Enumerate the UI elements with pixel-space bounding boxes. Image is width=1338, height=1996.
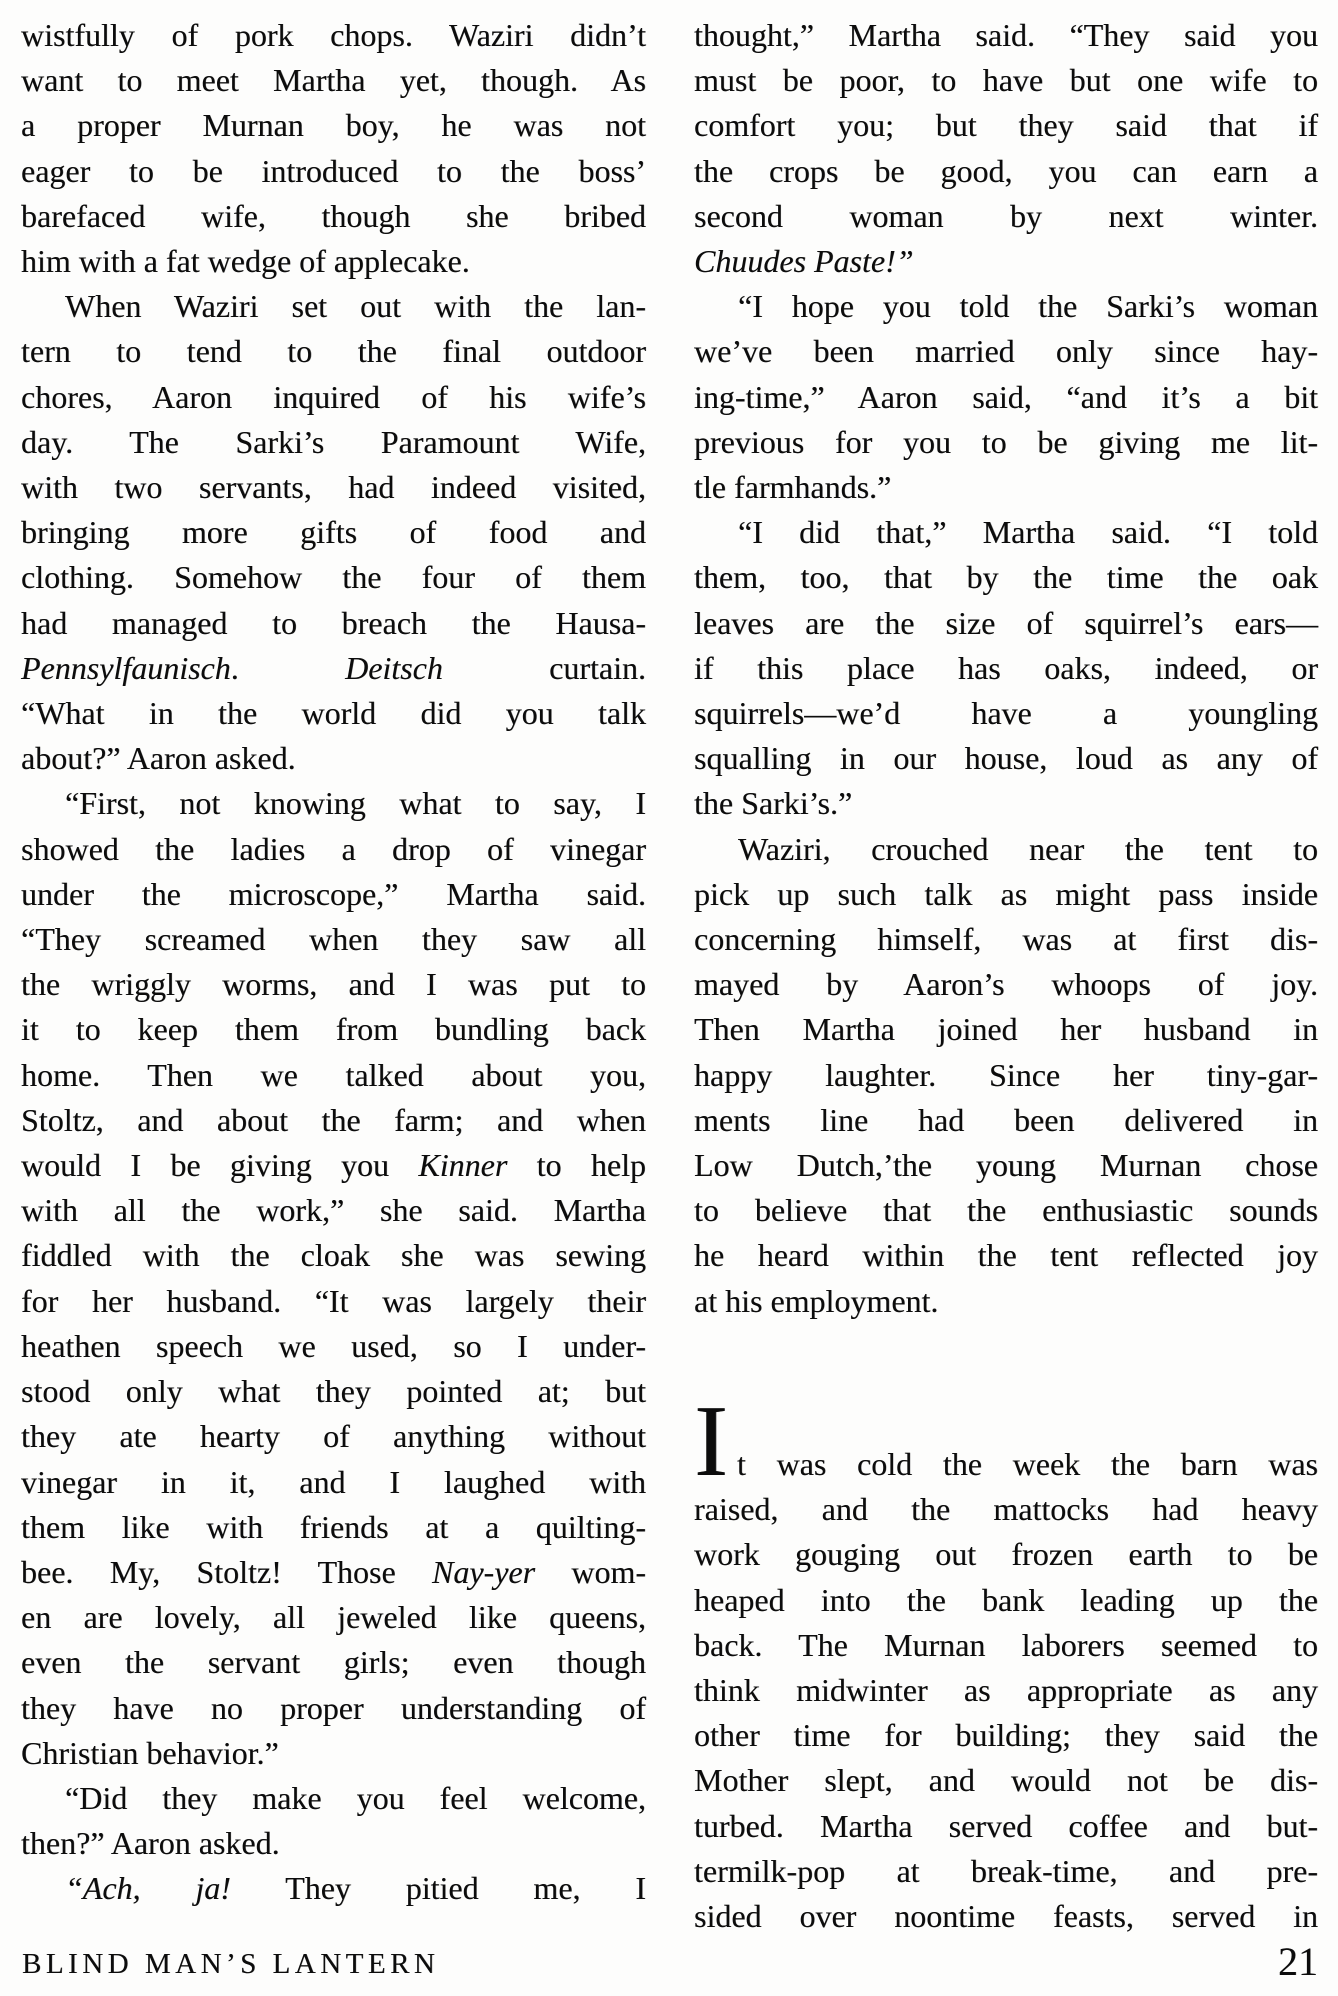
text-line: must be poor, to have but one wife to	[694, 62, 1318, 99]
text-line: about?” Aaron asked.	[21, 740, 296, 777]
text-line: it to keep them from bundling back	[21, 1011, 646, 1048]
text-line: a proper Murnan boy, he was not	[21, 107, 646, 144]
text-line: It was cold the week the barn was	[694, 1384, 1318, 1498]
text-line: mayed by Aaron’s whoops of joy.	[694, 966, 1318, 1003]
text-line: Mother slept, and would not be dis-	[694, 1762, 1318, 1799]
text-line: he heard within the tent reflected joy	[694, 1237, 1318, 1274]
text-line: pick up such talk as might pass inside	[694, 875, 1318, 912]
text-line: other time for building; they said the	[694, 1717, 1318, 1754]
text-line: we’ve been married only since hay-	[694, 333, 1318, 370]
text-line: fiddled with the cloak she was sewing	[21, 1237, 646, 1274]
text-line: ments line had been delivered in	[694, 1101, 1318, 1138]
text-line: stood only what they pointed at; but	[21, 1373, 646, 1410]
text-line: then?” Aaron asked.	[21, 1825, 280, 1862]
text-line: if this place has oaks, indeed, or	[694, 649, 1318, 686]
text-line: second woman by next winter.	[694, 197, 1318, 234]
text-line: bringing more gifts of food and	[21, 514, 646, 551]
text-line: the crops be good, you can earn a	[694, 152, 1318, 189]
text-line: them like with friends at a quilting-	[21, 1508, 646, 1545]
text-line: “First, not knowing what to say, I	[65, 785, 646, 822]
text-line: en are lovely, all jeweled like queens,	[21, 1599, 646, 1636]
text-line: day. The Sarki’s Paramount Wife,	[21, 423, 646, 460]
text-line: work gouging out frozen earth to be	[694, 1536, 1318, 1573]
text-line: showed the ladies a drop of vinegar	[21, 830, 646, 867]
text-line: leaves are the size of squirrel’s ears—	[694, 604, 1318, 641]
text-line: tern to tend to the final outdoor	[21, 333, 646, 370]
text-line: “I hope you told the Sarki’s woman	[738, 288, 1318, 325]
text-line: termilk-pop at break-time, and pre-	[694, 1852, 1318, 1889]
page-number: 21	[1278, 1939, 1318, 1984]
text-line: Stoltz, and about the farm; and when	[21, 1101, 646, 1138]
text-line: Waziri, crouched near the tent to	[738, 830, 1318, 867]
text-line: wistfully of pork chops. Waziri didn’t	[21, 17, 646, 53]
text-line: the wriggly worms, and I was put to	[21, 966, 646, 1003]
text-line: under the microscope,” Martha said.	[21, 875, 646, 912]
text-line: Christian behavior.”	[21, 1734, 279, 1771]
text-line: squirrels—we’d have a youngling	[694, 695, 1318, 732]
text-line: squalling in our house, loud as any of	[694, 740, 1318, 777]
text-line: Then Martha joined her husband in	[694, 1011, 1318, 1048]
text-line: previous for you to be giving me lit-	[694, 423, 1318, 460]
text-line: at his employment.	[694, 1282, 939, 1319]
text-line: sided over noontime feasts, served in	[694, 1897, 1318, 1934]
text-line: “Did they make you feel welcome,	[65, 1779, 646, 1816]
text-column-left	[21, 13, 646, 1912]
running-title: BLIND MAN’S LANTERN	[22, 1948, 440, 1980]
text-line: the Sarki’s.”	[694, 785, 853, 822]
section-initial-capital: I	[694, 1384, 728, 1498]
text-line: to believe that the enthusiastic sounds	[694, 1192, 1318, 1229]
text-line: bee. My, Stoltz! Those Nay-yer wom-	[21, 1553, 647, 1590]
text-line: thought,” Martha said. “They said you	[694, 17, 1318, 53]
text-line: home. Then we talked about you,	[21, 1056, 646, 1093]
text-column-right	[694, 13, 1318, 1939]
text-line: they have no proper understanding of	[21, 1689, 646, 1726]
text-line: for her husband. “It was largely their	[21, 1282, 646, 1319]
text-line: concerning himself, was at first dis-	[694, 921, 1318, 958]
text-line: would I be giving you Kinner to help	[21, 1147, 647, 1184]
text-line: barefaced wife, though she bribed	[21, 197, 646, 234]
text-line: turbed. Martha served coffee and but-	[694, 1807, 1318, 1844]
text-line: clothing. Somehow the four of them	[21, 559, 646, 596]
text-line: “They screamed when they saw all	[21, 921, 646, 958]
text-line: Chuudes Paste!”	[694, 243, 914, 280]
text-line: “Ach, ja! They pitied me, I	[65, 1870, 647, 1907]
text-line: them, too, that by the time the oak	[694, 559, 1318, 596]
text-line: heathen speech we used, so I under-	[21, 1327, 646, 1364]
text-line: even the servant girls; even though	[21, 1644, 646, 1681]
text-line: happy laughter. Since her tiny-gar-	[694, 1056, 1318, 1093]
text-line: tle farmhands.”	[694, 469, 892, 506]
text-line: chores, Aaron inquired of his wife’s	[21, 378, 646, 415]
text-line: ing-time,” Aaron said, “and it’s a bit	[694, 378, 1318, 415]
text-line: eager to be introduced to the boss’	[21, 152, 646, 189]
text-line: they ate hearty of anything without	[21, 1418, 646, 1455]
text-line: raised, and the mattocks had heavy	[694, 1491, 1318, 1528]
text-line: with all the work,” she said. Martha	[21, 1192, 646, 1229]
text-line: think midwinter as appropriate as any	[694, 1671, 1318, 1708]
text-line: with two servants, had indeed visited,	[21, 469, 646, 506]
text-line: back. The Murnan laborers seemed to	[694, 1626, 1318, 1663]
text-line: “What in the world did you talk	[21, 695, 646, 732]
text-line: heaped into the bank leading up the	[694, 1581, 1318, 1618]
text-line: comfort you; but they said that if	[694, 107, 1318, 144]
text-line: “I did that,” Martha said. “I told	[738, 514, 1318, 551]
text-line: him with a fat wedge of applecake.	[21, 243, 470, 280]
text-line: want to meet Martha yet, though. As	[21, 62, 646, 99]
text-line: Low Dutch,’the young Murnan chose	[694, 1147, 1318, 1184]
text-line: When Waziri set out with the lan-	[65, 288, 646, 325]
text-line: Pennsylfaunisch. Deitsch curtain.	[21, 649, 647, 686]
text-line: had managed to breach the Hausa-	[21, 604, 646, 641]
text-line: vinegar in it, and I laughed with	[21, 1463, 646, 1500]
